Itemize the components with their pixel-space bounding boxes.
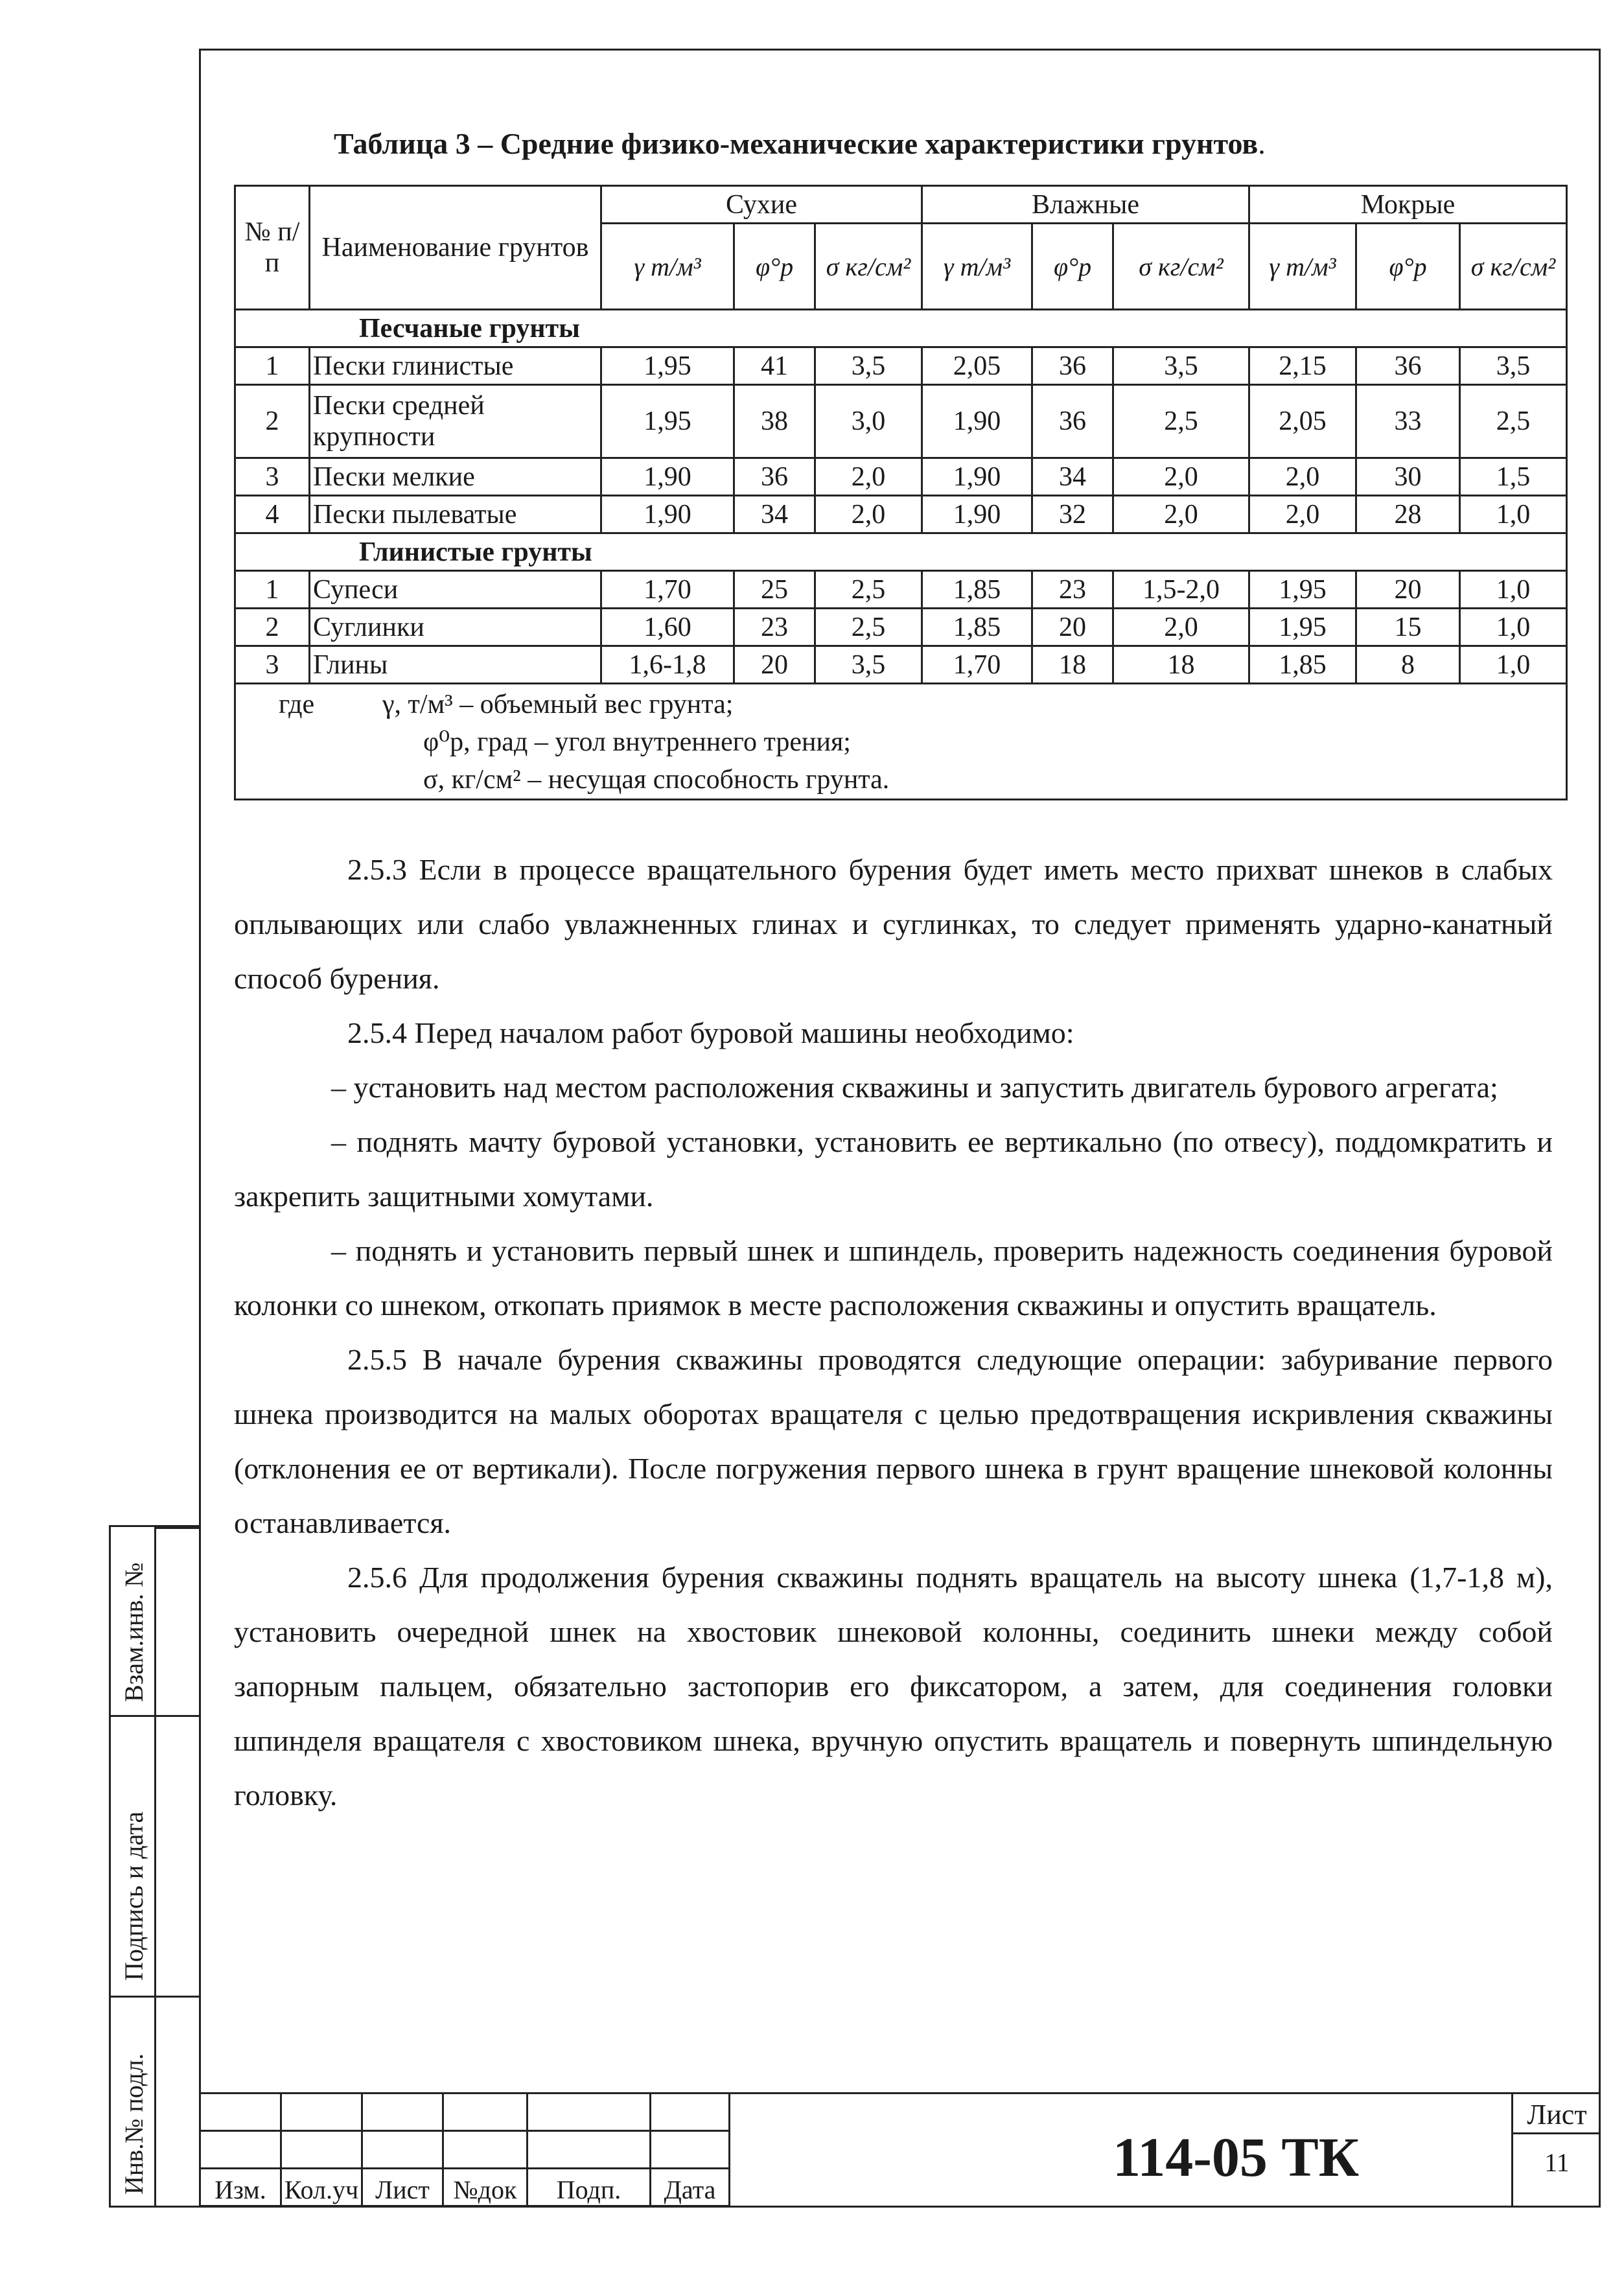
table-row: 2 Пески средней крупности 1,95 38 3,0 1,90 36 2,5 2,05 33 2,5 bbox=[235, 385, 1567, 458]
header-sigma: σ кг/см² bbox=[1460, 224, 1567, 310]
table-cell: 30 bbox=[1356, 458, 1460, 496]
table-cell: 1,60 bbox=[601, 609, 734, 646]
table-cell: 18 bbox=[1032, 646, 1113, 684]
table-cell: 1,90 bbox=[922, 458, 1032, 496]
table-cell: 1,0 bbox=[1460, 496, 1567, 533]
header-group-wet: Мокрые bbox=[1249, 186, 1567, 224]
table-cell: 1,95 bbox=[601, 347, 734, 385]
table-cell: 1,90 bbox=[601, 458, 734, 496]
table-row: 3 Глины 1,6-1,8 20 3,5 1,70 18 18 1,85 8 1,0 bbox=[235, 646, 1567, 684]
table-cell: 3,0 bbox=[815, 385, 922, 458]
side-stamp bbox=[109, 1525, 200, 2208]
table-cell: 3,5 bbox=[815, 347, 922, 385]
header-phi: φ°р bbox=[734, 224, 815, 310]
paragraph: 2.5.6 Для продолжения бурения скважины поднять вращатель на высоту шнека (1,7-1,8 м), установить очередной шнек на хвостовик шнековой колонны, соединить шнеки между собой запорным пальцем, обязательно застопорив его фиксатором, а затем, для соединения головки шпинделя вращателя с хвостовиком шнека, вручную опустить вращатель и повернуть шпиндельную головку. bbox=[234, 1561, 1553, 1812]
table-cell: 1,6-1,8 bbox=[601, 646, 734, 684]
table-cell: 32 bbox=[1032, 496, 1113, 533]
table-cell: 1,90 bbox=[601, 496, 734, 533]
table-cell: 3,5 bbox=[1460, 347, 1567, 385]
table-title: Таблица 3 – Средние физико-механические характеристики грунтов. bbox=[334, 127, 1266, 160]
table-cell: 2,0 bbox=[1249, 496, 1356, 533]
table-cell: 20 bbox=[1032, 609, 1113, 646]
side-label-vzam-inv: Взам.инв. № bbox=[119, 1562, 148, 1702]
table-cell: 36 bbox=[1032, 385, 1113, 458]
table-cell: 28 bbox=[1356, 496, 1460, 533]
stamp-col-data: Дата bbox=[651, 2169, 730, 2206]
table-row: 1 Супеси 1,70 25 2,5 1,85 23 1,5-2,0 1,95 20 1,0 bbox=[235, 571, 1567, 609]
stamp-col-izm: Изм. bbox=[200, 2169, 281, 2206]
sheet-box bbox=[1511, 2092, 1601, 2208]
table-cell: 38 bbox=[734, 385, 815, 458]
table-cell: 1,0 bbox=[1460, 646, 1567, 684]
legend-line: σ, кг/см² – несущая способность грунта. bbox=[423, 765, 890, 795]
table-cell: 2,05 bbox=[1249, 385, 1356, 458]
stamp-col-list: Лист bbox=[362, 2169, 443, 2206]
table-cell: 2,5 bbox=[815, 571, 922, 609]
table-cell: 36 bbox=[1356, 347, 1460, 385]
table-cell: 1,95 bbox=[601, 385, 734, 458]
header-sigma: σ кг/см² bbox=[1113, 224, 1249, 310]
header-group-moist: Влажные bbox=[922, 186, 1249, 224]
table-cell: 2,5 bbox=[815, 609, 922, 646]
list-item: – поднять и установить первый шнек и шпиндель, проверить надежность соединения буровой колонки со шнеком, откопать приямок в месте расположения скважины и опустить вращатель. bbox=[234, 1234, 1553, 1322]
table-cell: 36 bbox=[734, 458, 815, 496]
section-title: Глинистые грунты bbox=[235, 533, 1567, 571]
legend-line: φ⁰р, град – угол внутреннего трения; bbox=[423, 727, 851, 757]
header-gamma: γ т/м³ bbox=[922, 224, 1032, 310]
table-row: 4 Пески пылеватые 1,90 34 2,0 1,90 32 2,0 2,0 28 1,0 bbox=[235, 496, 1567, 533]
header-phi: φ°р bbox=[1032, 224, 1113, 310]
table-cell: 2,05 bbox=[922, 347, 1032, 385]
table-cell: 1,0 bbox=[1460, 571, 1567, 609]
table-cell: 25 bbox=[734, 571, 815, 609]
table-cell: 1,5-2,0 bbox=[1113, 571, 1249, 609]
table-cell: 1,70 bbox=[601, 571, 734, 609]
table-cell: 1,0 bbox=[1460, 609, 1567, 646]
table-cell: 1,70 bbox=[922, 646, 1032, 684]
table-cell: 1,95 bbox=[1249, 609, 1356, 646]
table-cell: 20 bbox=[734, 646, 815, 684]
table-cell: 2,0 bbox=[1249, 458, 1356, 496]
table-row: 1 Пески глинистые 1,95 41 3,5 2,05 36 3,5 2,15 36 3,5 bbox=[235, 347, 1567, 385]
stamp-col-ndok: №док bbox=[443, 2169, 528, 2206]
table-cell: 34 bbox=[1032, 458, 1113, 496]
table-cell: 34 bbox=[734, 496, 815, 533]
table-legend bbox=[235, 684, 1567, 800]
table-cell: 23 bbox=[734, 609, 815, 646]
list-item: – поднять мачту буровой установки, установить ее вертикально (по отвесу), поддомкратить и закрепить защитными хомутами. bbox=[234, 1125, 1553, 1213]
table-cell: 3,5 bbox=[1113, 347, 1249, 385]
side-label-inv-podl: Инв.№ подл. bbox=[119, 2053, 148, 2195]
table-cell: 2,0 bbox=[1113, 609, 1249, 646]
table-cell: 1,5 bbox=[1460, 458, 1567, 496]
body-text bbox=[234, 843, 1553, 1823]
table-cell: 2,5 bbox=[1460, 385, 1567, 458]
revision-grid bbox=[199, 2092, 730, 2207]
table-cell: 36 bbox=[1032, 347, 1113, 385]
document-code: 114-05 ТК bbox=[1113, 2126, 1360, 2188]
legend-where: где bbox=[279, 690, 315, 719]
header-gamma: γ т/м³ bbox=[1249, 224, 1356, 310]
table-cell: 2,0 bbox=[1113, 458, 1249, 496]
table-cell: 20 bbox=[1356, 571, 1460, 609]
stamp-col-podp: Подп. bbox=[528, 2169, 651, 2206]
side-label-podpis-data: Подпись и дата bbox=[119, 1811, 148, 1981]
table-cell: 2,0 bbox=[815, 458, 922, 496]
header-num: № п/п bbox=[235, 186, 310, 310]
soil-properties-table bbox=[234, 185, 1568, 800]
table-cell: 2,5 bbox=[1113, 385, 1249, 458]
table-cell: 23 bbox=[1032, 571, 1113, 609]
table-cell: 8 bbox=[1356, 646, 1460, 684]
table-cell: 1,90 bbox=[922, 496, 1032, 533]
table-cell: 2,0 bbox=[1113, 496, 1249, 533]
table-cell: 1,85 bbox=[922, 609, 1032, 646]
table-cell: 1,90 bbox=[922, 385, 1032, 458]
table-cell: 3,5 bbox=[815, 646, 922, 684]
table-cell: 2,15 bbox=[1249, 347, 1356, 385]
header-name: Наименование грунтов bbox=[310, 186, 601, 310]
list-item: – установить над местом расположения скважины и запустить двигатель бурового агрегата; bbox=[331, 1071, 1498, 1104]
title-block bbox=[199, 2092, 1601, 2208]
table-cell: 1,95 bbox=[1249, 571, 1356, 609]
header-group-dry: Сухие bbox=[601, 186, 922, 224]
table-cell: 15 bbox=[1356, 609, 1460, 646]
paragraph: 2.5.5 В начале бурения скважины проводятся следующие операции: забуривание первого шнека производится на малых оборотах вращателя с целью предотвращения искривления скважины (отклонения ее от вертикали). После погружения первого шнека в грунт вращение шнековой колонны останавливается. bbox=[234, 1343, 1553, 1539]
table-cell: 1,85 bbox=[922, 571, 1032, 609]
paragraph: 2.5.4 Перед началом работ буровой машины необходимо: bbox=[347, 1016, 1074, 1049]
table-cell: 2,0 bbox=[815, 496, 922, 533]
table-cell: 33 bbox=[1356, 385, 1460, 458]
header-gamma: γ т/м³ bbox=[601, 224, 734, 310]
header-sigma: σ кг/см² bbox=[815, 224, 922, 310]
sheet-number: 11 bbox=[1544, 2148, 1570, 2177]
section-title: Песчаные грунты bbox=[235, 310, 1567, 347]
header-phi: φ°р bbox=[1356, 224, 1460, 310]
table-row: 2 Суглинки 1,60 23 2,5 1,85 20 2,0 1,95 15 1,0 bbox=[235, 609, 1567, 646]
table-row: 3 Пески мелкие 1,90 36 2,0 1,90 34 2,0 2,0 30 1,5 bbox=[235, 458, 1567, 496]
sheet-label: Лист bbox=[1513, 2092, 1601, 2134]
table-cell: 41 bbox=[734, 347, 815, 385]
paragraph: 2.5.3 Если в процессе вращательного бурения будет иметь место прихват шнеков в слабых оплывающих или слабо увлажненных глинах и суглинках, то следует применять ударно-канатный способ бурения. bbox=[234, 853, 1553, 995]
table-cell: 1,85 bbox=[1249, 646, 1356, 684]
table-cell: 18 bbox=[1113, 646, 1249, 684]
table-title-text: Таблица 3 – Средние физико-механические характеристики грунтов bbox=[334, 127, 1259, 160]
legend-line: γ, т/м³ – объемный вес грунта; bbox=[382, 690, 734, 719]
stamp-col-kol-uch: Кол.уч bbox=[281, 2169, 362, 2206]
